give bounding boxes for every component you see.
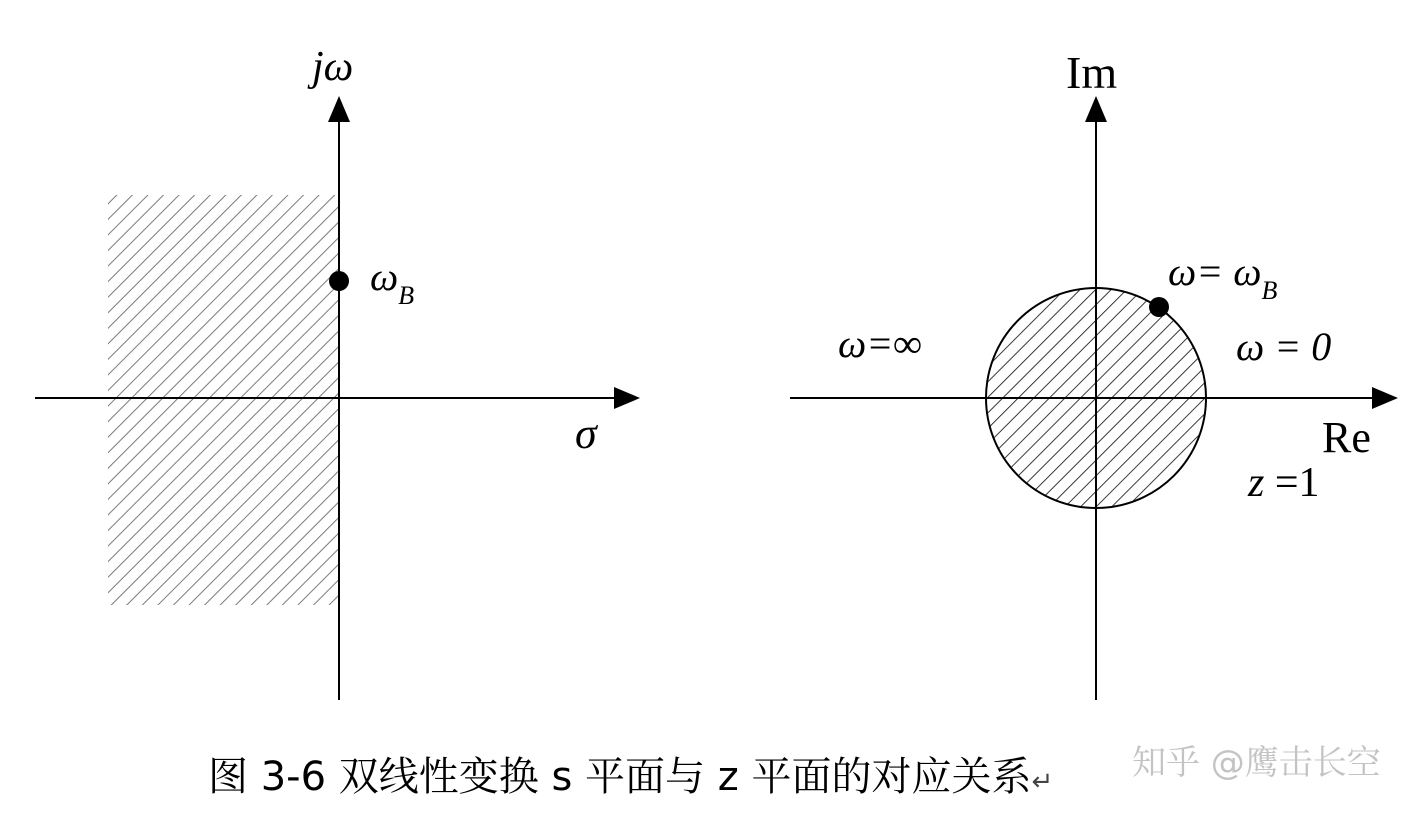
sigma-axis-label: σ bbox=[575, 409, 597, 458]
unit-circle-label-rest: =1 bbox=[1264, 460, 1320, 506]
z-omega-b-point bbox=[1149, 297, 1169, 317]
re-axis-arrow-icon bbox=[1372, 387, 1398, 409]
omega-b-label-sub: B bbox=[398, 281, 415, 310]
im-axis-label: Im bbox=[1066, 47, 1118, 98]
paragraph-return-mark-icon: ↵ bbox=[1031, 767, 1054, 797]
s-plane bbox=[35, 44, 640, 700]
unit-circle-label bbox=[1247, 460, 1320, 506]
sigma-axis-arrow-icon bbox=[614, 387, 640, 409]
s-plane-stable-region bbox=[108, 195, 340, 605]
omega-b-label bbox=[370, 254, 414, 310]
omega-b-label-main: ω bbox=[370, 254, 399, 299]
figure-caption bbox=[208, 754, 1053, 800]
unit-circle-label-var: z bbox=[1248, 460, 1265, 506]
watermark: 知乎 @鹰击长空 bbox=[1132, 743, 1381, 783]
z-omega-b-label bbox=[1168, 249, 1277, 305]
re-axis-label: Re bbox=[1322, 413, 1371, 462]
figure-caption-text: 图 3-6 双线性变换 s 平面与 z 平面的对应关系 bbox=[208, 754, 1032, 800]
jomega-axis-label: jω bbox=[312, 44, 354, 90]
im-axis-arrow-icon bbox=[1085, 96, 1107, 122]
omega-zero-label: ω = 0 bbox=[1236, 324, 1332, 369]
z-omega-b-label-main: ω= ω bbox=[1168, 249, 1262, 294]
jomega-axis-arrow-icon bbox=[328, 96, 350, 122]
z-omega-b-label-sub: B bbox=[1261, 276, 1278, 305]
z-plane bbox=[790, 47, 1398, 700]
omega-b-point bbox=[329, 271, 349, 291]
omega-infinity-label: ω=∞ bbox=[838, 321, 922, 366]
